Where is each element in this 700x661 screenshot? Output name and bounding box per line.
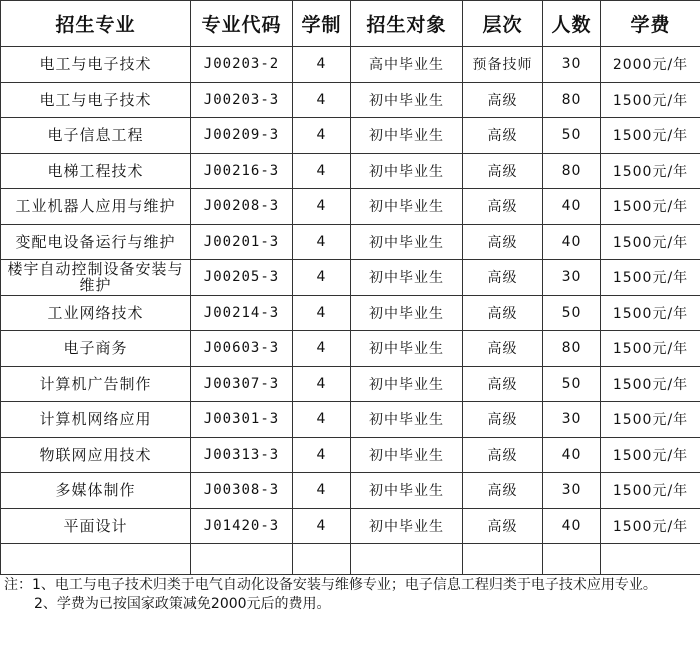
table-row <box>1 260 700 296</box>
cell-level: 高级 <box>463 437 543 473</box>
cell-level: 高级 <box>463 153 543 189</box>
cell-empty <box>601 544 700 575</box>
cell-code: J01420-3 <box>191 508 293 544</box>
cell-major: 楼宇自动控制设备安装与维护 <box>1 260 191 296</box>
cell-tuition: 1500元/年 <box>601 153 700 189</box>
cell-quota: 30 <box>543 402 601 438</box>
cell-duration: 4 <box>293 47 351 83</box>
cell-level: 高级 <box>463 473 543 509</box>
cell-major: 变配电设备运行与维护 <box>1 224 191 260</box>
cell-level: 高级 <box>463 189 543 225</box>
cell-code: J00308-3 <box>191 473 293 509</box>
cell-level: 高级 <box>463 118 543 154</box>
cell-code: J00205-3 <box>191 260 293 296</box>
cell-major: 电工与电子技术 <box>1 47 191 83</box>
cell-duration: 4 <box>293 366 351 402</box>
cell-target: 初中毕业生 <box>351 153 463 189</box>
cell-target: 初中毕业生 <box>351 295 463 331</box>
table-row <box>1 47 700 83</box>
cell-quota: 40 <box>543 508 601 544</box>
cell-tuition: 1500元/年 <box>601 295 700 331</box>
cell-duration: 4 <box>293 260 351 296</box>
cell-tuition: 1500元/年 <box>601 402 700 438</box>
cell-level: 高级 <box>463 295 543 331</box>
cell-major: 多媒体制作 <box>1 473 191 509</box>
table-row <box>1 331 700 367</box>
cell-tuition: 1500元/年 <box>601 189 700 225</box>
cell-quota: 80 <box>543 153 601 189</box>
cell-duration: 4 <box>293 508 351 544</box>
cell-duration: 4 <box>293 82 351 118</box>
cell-code: J00313-3 <box>191 437 293 473</box>
cell-quota: 40 <box>543 189 601 225</box>
cell-major: 计算机网络应用 <box>1 402 191 438</box>
cell-quota: 30 <box>543 47 601 83</box>
header-level: 层次 <box>463 1 543 47</box>
cell-tuition: 1500元/年 <box>601 260 700 296</box>
header-tuition: 学费 <box>601 1 700 47</box>
cell-tuition: 1500元/年 <box>601 366 700 402</box>
cell-quota: 80 <box>543 331 601 367</box>
table-row <box>1 437 700 473</box>
table-row <box>1 366 700 402</box>
table-row <box>1 508 700 544</box>
table-row <box>1 295 700 331</box>
cell-target: 初中毕业生 <box>351 82 463 118</box>
cell-empty <box>1 544 191 575</box>
cell-quota: 80 <box>543 82 601 118</box>
cell-level: 高级 <box>463 508 543 544</box>
cell-major: 电子商务 <box>1 331 191 367</box>
cell-empty <box>463 544 543 575</box>
cell-target: 初中毕业生 <box>351 224 463 260</box>
cell-code: J00307-3 <box>191 366 293 402</box>
cell-quota: 50 <box>543 295 601 331</box>
table-row <box>1 473 700 509</box>
cell-target: 初中毕业生 <box>351 437 463 473</box>
cell-duration: 4 <box>293 295 351 331</box>
cell-major: 电子信息工程 <box>1 118 191 154</box>
header-duration: 学制 <box>293 1 351 47</box>
cell-tuition: 1500元/年 <box>601 118 700 154</box>
cell-quota: 50 <box>543 366 601 402</box>
cell-tuition: 1500元/年 <box>601 473 700 509</box>
cell-empty <box>191 544 293 575</box>
header-code: 专业代码 <box>191 1 293 47</box>
cell-tuition: 1500元/年 <box>601 508 700 544</box>
cell-target: 初中毕业生 <box>351 260 463 296</box>
table-row <box>1 224 700 260</box>
header-row <box>1 1 700 47</box>
cell-target: 初中毕业生 <box>351 402 463 438</box>
cell-quota: 50 <box>543 118 601 154</box>
cell-tuition: 1500元/年 <box>601 82 700 118</box>
note-line-2: 2、学费为已按国家政策减免2000元后的费用。 <box>34 596 331 612</box>
cell-tuition: 1500元/年 <box>601 224 700 260</box>
cell-duration: 4 <box>293 331 351 367</box>
cell-code: J00203-2 <box>191 47 293 83</box>
cell-major: 计算机广告制作 <box>1 366 191 402</box>
cell-tuition: 1500元/年 <box>601 437 700 473</box>
table-row <box>1 82 700 118</box>
cell-code: J00301-3 <box>191 402 293 438</box>
cell-major: 电梯工程技术 <box>1 153 191 189</box>
cell-target: 初中毕业生 <box>351 331 463 367</box>
table-row <box>1 153 700 189</box>
cell-target: 初中毕业生 <box>351 508 463 544</box>
cell-major: 工业网络技术 <box>1 295 191 331</box>
cell-level: 高级 <box>463 260 543 296</box>
cell-code: J00208-3 <box>191 189 293 225</box>
cell-tuition: 1500元/年 <box>601 331 700 367</box>
table-row <box>1 118 700 154</box>
cell-level: 高级 <box>463 366 543 402</box>
header-quota: 人数 <box>543 1 601 47</box>
cell-duration: 4 <box>293 189 351 225</box>
cell-major: 平面设计 <box>1 508 191 544</box>
cell-target: 初中毕业生 <box>351 473 463 509</box>
cell-empty <box>293 544 351 575</box>
cell-quota: 30 <box>543 473 601 509</box>
table-row-empty <box>1 544 700 575</box>
cell-level: 高级 <box>463 224 543 260</box>
cell-quota: 40 <box>543 224 601 260</box>
table-row <box>1 189 700 225</box>
cell-code: J00603-3 <box>191 331 293 367</box>
cell-code: J00203-3 <box>191 82 293 118</box>
cell-empty <box>351 544 463 575</box>
cell-tuition: 2000元/年 <box>601 47 700 83</box>
cell-target: 高中毕业生 <box>351 47 463 83</box>
cell-major: 物联网应用技术 <box>1 437 191 473</box>
cell-level: 高级 <box>463 331 543 367</box>
cell-major: 电工与电子技术 <box>1 82 191 118</box>
header-major: 招生专业 <box>1 1 191 47</box>
cell-code: J00214-3 <box>191 295 293 331</box>
notes <box>4 576 696 614</box>
cell-target: 初中毕业生 <box>351 366 463 402</box>
cell-code: J00209-3 <box>191 118 293 154</box>
cell-quota: 40 <box>543 437 601 473</box>
cell-code: J00216-3 <box>191 153 293 189</box>
cell-level: 预备技师 <box>463 47 543 83</box>
cell-duration: 4 <box>293 224 351 260</box>
cell-level: 高级 <box>463 402 543 438</box>
table-body <box>1 47 700 575</box>
cell-major: 工业机器人应用与维护 <box>1 189 191 225</box>
note-line-1: 注：1、电工与电子技术归类于电气自动化设备安装与维修专业；电子信息工程归类于电子技术应用专业。 <box>4 577 657 593</box>
cell-code: J00201-3 <box>191 224 293 260</box>
cell-duration: 4 <box>293 118 351 154</box>
cell-duration: 4 <box>293 402 351 438</box>
table-row <box>1 402 700 438</box>
cell-empty <box>543 544 601 575</box>
cell-target: 初中毕业生 <box>351 118 463 154</box>
cell-duration: 4 <box>293 437 351 473</box>
cell-duration: 4 <box>293 473 351 509</box>
cell-duration: 4 <box>293 153 351 189</box>
header-target: 招生对象 <box>351 1 463 47</box>
cell-level: 高级 <box>463 82 543 118</box>
cell-target: 初中毕业生 <box>351 189 463 225</box>
cell-quota: 30 <box>543 260 601 296</box>
